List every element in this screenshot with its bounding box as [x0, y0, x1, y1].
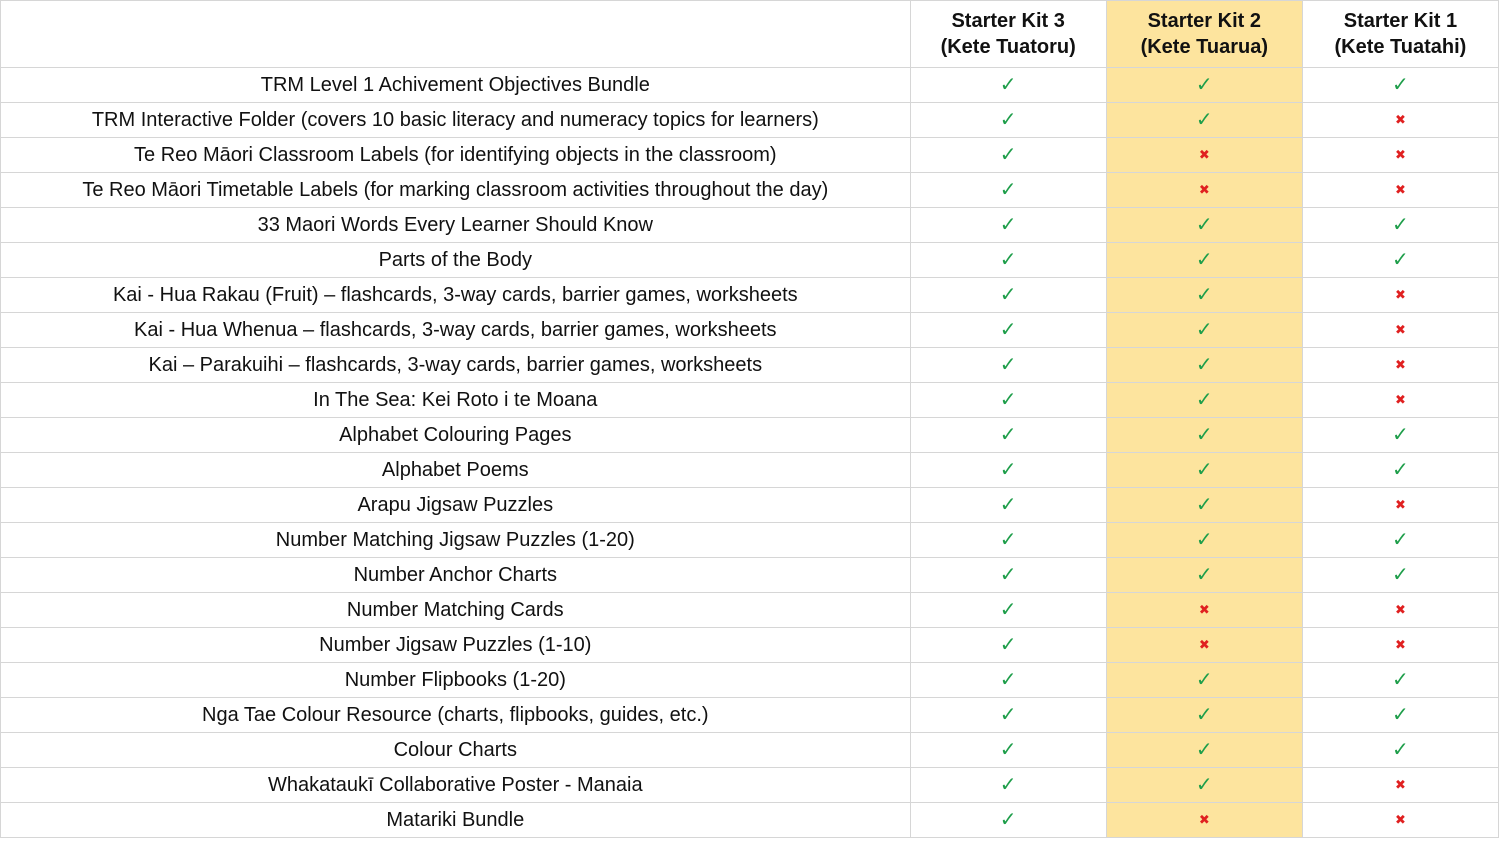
kit-cell — [910, 453, 1106, 488]
kit-subtitle: (Kete Tuarua) — [1140, 36, 1268, 58]
kit-cell — [910, 348, 1106, 383]
item-label: In The Sea: Kei Roto i te Moana — [1, 383, 911, 418]
table-row — [1, 348, 1499, 383]
item-label: Kai – Parakuihi – flashcards, 3-way cards, barrier games, worksheets — [1, 348, 911, 383]
kit-cell — [1302, 348, 1498, 383]
kit-cell — [910, 558, 1106, 593]
check-icon: ✓ — [999, 633, 1017, 656]
kit-cell — [910, 208, 1106, 243]
table-row — [1, 488, 1499, 523]
cross-icon: ✖ — [1198, 147, 1210, 162]
kit-cell — [1106, 558, 1302, 593]
item-label: Te Reo Māori Classroom Labels (for identifying objects in the classroom) — [1, 138, 911, 173]
kit-cell — [910, 488, 1106, 523]
table-row — [1, 698, 1499, 733]
item-label: Number Matching Jigsaw Puzzles (1-20) — [1, 523, 911, 558]
table-row — [1, 208, 1499, 243]
cross-icon: ✖ — [1394, 287, 1406, 302]
cross-icon: ✖ — [1198, 602, 1210, 617]
check-icon: ✓ — [1195, 213, 1213, 236]
check-icon: ✓ — [999, 388, 1017, 411]
table-row — [1, 68, 1499, 103]
check-icon: ✓ — [1195, 458, 1213, 481]
check-icon: ✓ — [1195, 248, 1213, 271]
check-icon: ✓ — [999, 668, 1017, 691]
cross-icon: ✖ — [1198, 182, 1210, 197]
table-row — [1, 138, 1499, 173]
check-icon: ✓ — [1195, 703, 1213, 726]
item-label: TRM Level 1 Achivement Objectives Bundle — [1, 68, 911, 103]
cross-icon: ✖ — [1198, 812, 1210, 827]
check-icon: ✓ — [999, 493, 1017, 516]
check-icon: ✓ — [999, 143, 1017, 166]
table-row — [1, 733, 1499, 768]
kit-cell — [1302, 243, 1498, 278]
item-label: Whakataukī Collaborative Poster - Manaia — [1, 768, 911, 803]
check-icon: ✓ — [1195, 423, 1213, 446]
kit-cell — [1106, 243, 1302, 278]
kit-cell — [1106, 628, 1302, 663]
table-row — [1, 243, 1499, 278]
kit-cell — [1106, 768, 1302, 803]
check-icon: ✓ — [1392, 73, 1409, 96]
kit-cell — [910, 173, 1106, 208]
cross-icon: ✖ — [1394, 112, 1406, 127]
cross-icon: ✖ — [1394, 812, 1406, 827]
check-icon: ✓ — [999, 808, 1017, 831]
check-icon: ✓ — [1195, 493, 1213, 516]
kit-cell — [1302, 103, 1498, 138]
check-icon: ✓ — [1195, 668, 1213, 691]
check-icon: ✓ — [1392, 668, 1409, 691]
kit-cell — [1302, 313, 1498, 348]
check-icon: ✓ — [999, 563, 1017, 586]
kit-cell — [1106, 383, 1302, 418]
check-icon: ✓ — [999, 283, 1017, 306]
kit-cell — [910, 383, 1106, 418]
kit-cell — [1106, 698, 1302, 733]
header-starter-kit-1 — [1302, 1, 1498, 68]
kit-cell — [910, 593, 1106, 628]
kit-cell — [1302, 68, 1498, 103]
check-icon: ✓ — [999, 248, 1017, 271]
item-label: Number Flipbooks (1-20) — [1, 663, 911, 698]
cross-icon: ✖ — [1198, 637, 1210, 652]
kit-cell — [1302, 488, 1498, 523]
kit-cell — [910, 313, 1106, 348]
table-body — [1, 68, 1499, 838]
item-label: Nga Tae Colour Resource (charts, flipbooks, guides, etc.) — [1, 698, 911, 733]
header-starter-kit-3 — [910, 1, 1106, 68]
cross-icon: ✖ — [1394, 637, 1406, 652]
kit-cell — [1302, 663, 1498, 698]
table-row — [1, 278, 1499, 313]
check-icon: ✓ — [1392, 423, 1409, 446]
check-icon: ✓ — [1195, 528, 1213, 551]
kit-cell — [1302, 208, 1498, 243]
item-label: Number Anchor Charts — [1, 558, 911, 593]
table-row — [1, 383, 1499, 418]
kit-cell — [1302, 523, 1498, 558]
kit-cell — [910, 523, 1106, 558]
check-icon: ✓ — [1195, 773, 1213, 796]
table-row — [1, 663, 1499, 698]
table-row — [1, 173, 1499, 208]
kit-cell — [1106, 803, 1302, 838]
kit-cell — [1302, 733, 1498, 768]
kit-cell — [1302, 803, 1498, 838]
table-row — [1, 453, 1499, 488]
check-icon: ✓ — [999, 703, 1017, 726]
item-label: Kai - Hua Whenua – flashcards, 3-way cards, barrier games, worksheets — [1, 313, 911, 348]
item-label: 33 Maori Words Every Learner Should Know — [1, 208, 911, 243]
check-icon: ✓ — [1392, 738, 1409, 761]
check-icon: ✓ — [1392, 458, 1409, 481]
kit-cell — [1106, 278, 1302, 313]
kit-cell — [910, 663, 1106, 698]
cross-icon: ✖ — [1394, 322, 1406, 337]
kit-cell — [1302, 138, 1498, 173]
table-row — [1, 103, 1499, 138]
check-icon: ✓ — [1195, 738, 1213, 761]
kit-cell — [1302, 173, 1498, 208]
kit-cell — [1106, 593, 1302, 628]
check-icon: ✓ — [999, 458, 1017, 481]
kit-cell — [1302, 278, 1498, 313]
table-row — [1, 418, 1499, 453]
check-icon: ✓ — [999, 318, 1017, 341]
item-label: Parts of the Body — [1, 243, 911, 278]
cross-icon: ✖ — [1394, 392, 1406, 407]
table-row — [1, 803, 1499, 838]
check-icon: ✓ — [1392, 213, 1409, 236]
kit-cell — [1106, 208, 1302, 243]
item-label: Te Reo Māori Timetable Labels (for marking classroom activities throughout the day) — [1, 173, 911, 208]
check-icon: ✓ — [999, 353, 1017, 376]
check-icon: ✓ — [999, 178, 1017, 201]
item-label: Alphabet Poems — [1, 453, 911, 488]
kit-cell — [1302, 383, 1498, 418]
check-icon: ✓ — [1195, 108, 1213, 131]
kit-cell — [1106, 453, 1302, 488]
kit-subtitle: (Kete Tuatahi) — [1334, 36, 1467, 58]
kit-cell — [1106, 103, 1302, 138]
table-row — [1, 593, 1499, 628]
check-icon: ✓ — [999, 73, 1017, 96]
kit-title: Starter Kit 2 — [1147, 10, 1261, 32]
item-label: Kai - Hua Rakau (Fruit) – flashcards, 3-way cards, barrier games, worksheets — [1, 278, 911, 313]
kit-cell — [1106, 733, 1302, 768]
kit-cell — [910, 243, 1106, 278]
kit-cell — [910, 803, 1106, 838]
kit-cell — [910, 278, 1106, 313]
kit-cell — [910, 103, 1106, 138]
header-row — [1, 1, 1499, 68]
check-icon: ✓ — [1392, 703, 1409, 726]
kit-cell — [1106, 348, 1302, 383]
item-label: Alphabet Colouring Pages — [1, 418, 911, 453]
cross-icon: ✖ — [1394, 602, 1406, 617]
cross-icon: ✖ — [1394, 357, 1406, 372]
kit-cell — [1106, 488, 1302, 523]
check-icon: ✓ — [1392, 563, 1409, 586]
check-icon: ✓ — [999, 213, 1017, 236]
check-icon: ✓ — [1195, 283, 1213, 306]
check-icon: ✓ — [1195, 353, 1213, 376]
kit-cell — [910, 768, 1106, 803]
kit-title: Starter Kit 1 — [1343, 10, 1458, 32]
table-row — [1, 313, 1499, 348]
cross-icon: ✖ — [1394, 497, 1406, 512]
kit-cell — [1302, 453, 1498, 488]
item-label: TRM Interactive Folder (covers 10 basic literacy and numeracy topics for learners) — [1, 103, 911, 138]
kit-cell — [1302, 768, 1498, 803]
check-icon: ✓ — [1392, 248, 1409, 271]
check-icon: ✓ — [1195, 73, 1213, 96]
header-empty-cell — [1, 1, 911, 68]
item-label: Number Matching Cards — [1, 593, 911, 628]
kit-cell — [1302, 418, 1498, 453]
check-icon: ✓ — [999, 773, 1017, 796]
table-row — [1, 628, 1499, 663]
kit-cell — [1106, 313, 1302, 348]
check-icon: ✓ — [999, 423, 1017, 446]
check-icon: ✓ — [999, 108, 1017, 131]
check-icon: ✓ — [1392, 528, 1409, 551]
item-label: Matariki Bundle — [1, 803, 911, 838]
item-label: Colour Charts — [1, 733, 911, 768]
item-label: Arapu Jigsaw Puzzles — [1, 488, 911, 523]
kit-cell — [910, 698, 1106, 733]
check-icon: ✓ — [1195, 563, 1213, 586]
kit-subtitle: (Kete Tuatoru) — [940, 36, 1076, 58]
check-icon: ✓ — [999, 598, 1017, 621]
table-row — [1, 523, 1499, 558]
table-row — [1, 558, 1499, 593]
check-icon: ✓ — [999, 738, 1017, 761]
kit-cell — [910, 68, 1106, 103]
kit-cell — [910, 628, 1106, 663]
kit-cell — [1302, 628, 1498, 663]
cross-icon: ✖ — [1394, 147, 1406, 162]
header-starter-kit-2 — [1106, 1, 1302, 68]
table-row — [1, 768, 1499, 803]
kit-cell — [1106, 138, 1302, 173]
kit-cell — [1302, 698, 1498, 733]
kit-cell — [910, 418, 1106, 453]
kit-cell — [1302, 593, 1498, 628]
cross-icon: ✖ — [1394, 777, 1406, 792]
item-label: Number Jigsaw Puzzles (1-10) — [1, 628, 911, 663]
kit-cell — [1106, 68, 1302, 103]
kit-cell — [1106, 173, 1302, 208]
kit-cell — [1302, 558, 1498, 593]
kit-title: Starter Kit 3 — [951, 10, 1065, 32]
kit-cell — [910, 138, 1106, 173]
kit-cell — [1106, 418, 1302, 453]
check-icon: ✓ — [999, 528, 1017, 551]
kit-cell — [1106, 663, 1302, 698]
check-icon: ✓ — [1195, 318, 1213, 341]
kit-cell — [910, 733, 1106, 768]
check-icon: ✓ — [1195, 388, 1213, 411]
cross-icon: ✖ — [1394, 182, 1406, 197]
kit-cell — [1106, 523, 1302, 558]
